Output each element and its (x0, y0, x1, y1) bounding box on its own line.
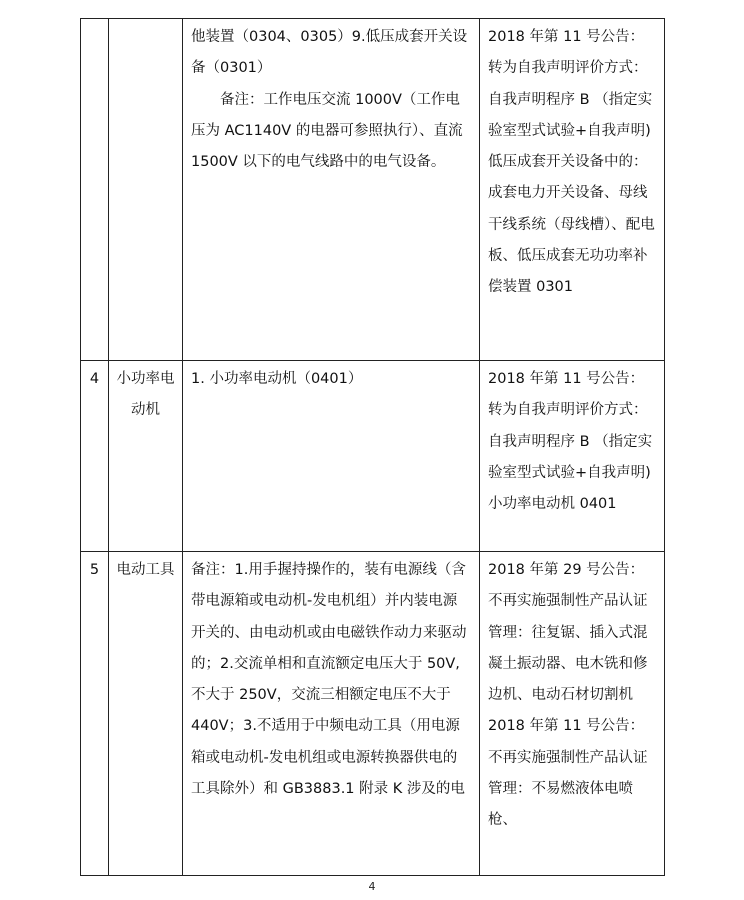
row-number (81, 19, 108, 22)
product-name: 电动工具 (116, 562, 175, 578)
product-scope-text: 备注：1.用手握持操作的，装有电源线（含带电源箱或电动机-发电机组）并内装电源开关的、由电动机或由电磁铁作动力来驱动的；2.交流单相和直流额定电压大于 50V,不大于 250V，交流三相额定电压不大于 440V；3.不适用于中频电动工具（用电源箱或电动机-发电机组或电源转换器供电的工具除外）和 GB3883.1 附录 K 涉及的电 (191, 562, 467, 798)
row-number-cell (81, 552, 109, 876)
notice-cell (480, 552, 665, 876)
row-number-cell (81, 361, 109, 552)
product-scope-cell (183, 361, 480, 552)
notice-text: 2018 年第 11 号公告：转为自我声明评价方式：自我声明程序 B （指定实验室型式试验+自我声明)小功率电动机 0401 (488, 371, 653, 513)
notice-text: 2018 年第 29 号公告：不再实施强制性产品认证管理：往复锯、插入式混凝土振动器、电木铣和修边机、电动石材切割机 (488, 562, 648, 704)
notice-text: 2018 年第 11 号公告：不再实施强制性产品认证管理：不易燃液体电喷枪、 (488, 718, 648, 829)
page-number: 4 (368, 880, 376, 893)
product-scope-note: 备注：工作电压交流 1000V（工作电压为 AC1140V 的电器可参照执行）、直流 1500V 以下的电气线路中的电气设备。 (191, 91, 463, 171)
notice-cell (480, 361, 665, 552)
product-scope-cell (183, 19, 480, 361)
product-name-cell (109, 19, 183, 361)
table-row (81, 19, 665, 361)
table-row (81, 361, 665, 552)
notice-text: 2018 年第 11 号公告：转为自我声明评价方式：自我声明程序 B （指定实验室型式试验+自我声明)低压成套开关设备中的：成套电力开关设备、母线干线系统（母线槽）、配电板、低压成套无功功率补偿装置 0301 (488, 29, 655, 296)
notice-cell (480, 19, 665, 361)
product-scope-cell (183, 552, 480, 876)
product-name-cell (109, 361, 183, 552)
product-name-cell (109, 552, 183, 876)
product-scope-text: 他装置（0304、0305）9.低压成套开关设备（0301） (191, 29, 468, 77)
row-number: 4 (89, 371, 100, 387)
row-number: 5 (89, 562, 100, 578)
row-number-cell (81, 19, 109, 361)
product-scope-text: 1. 小功率电动机（0401） (191, 371, 363, 387)
certification-catalog-table (80, 18, 665, 876)
product-name (109, 19, 182, 22)
product-name: 小功率电动机 (116, 371, 175, 419)
table-row (81, 552, 665, 876)
